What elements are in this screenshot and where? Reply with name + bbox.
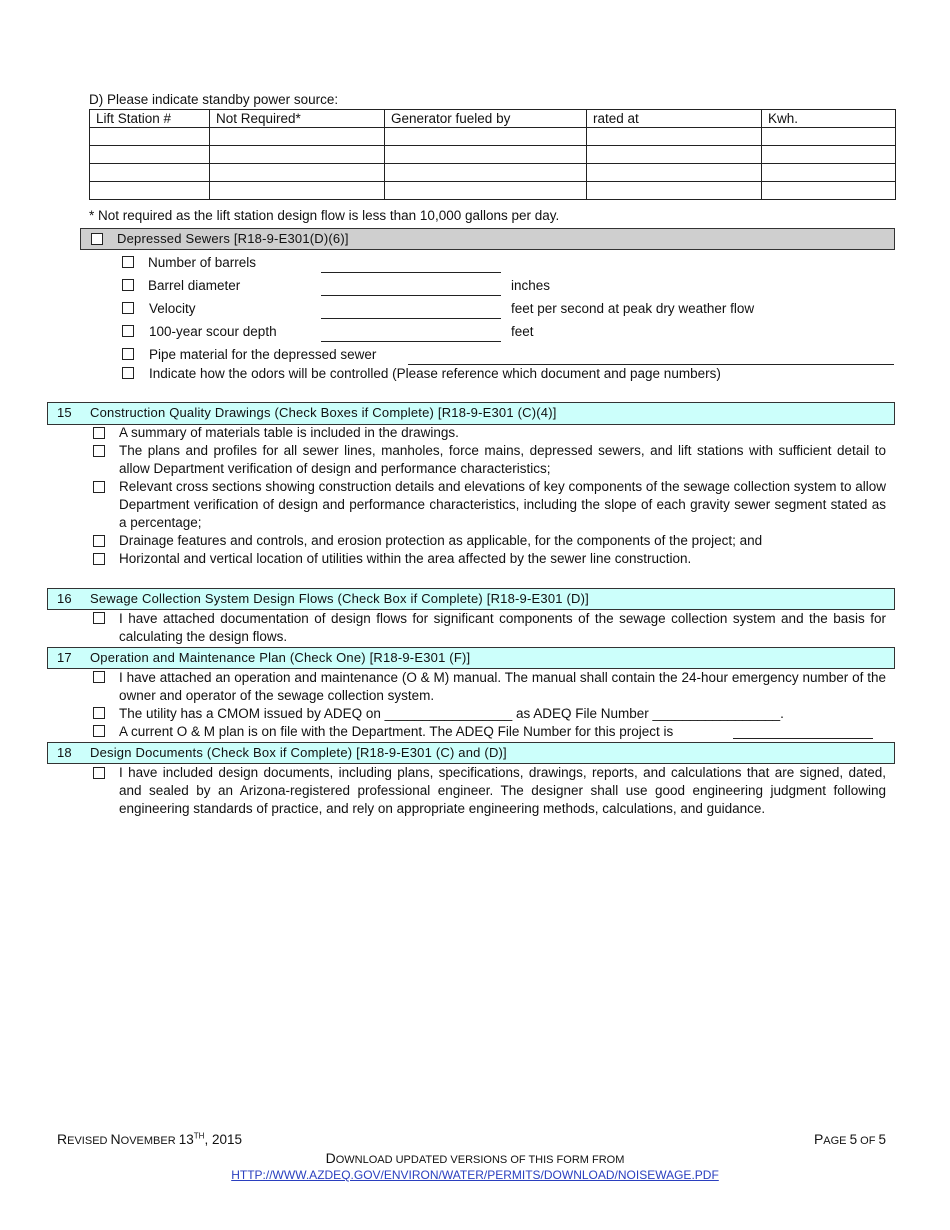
- s15-cross-sections-checkbox[interactable]: [93, 481, 105, 493]
- section-18-number: 18: [57, 745, 72, 760]
- table-header-row: [90, 110, 896, 128]
- velocity-field[interactable]: [321, 318, 501, 319]
- standby-power-table: [89, 109, 896, 200]
- depressed-sewers-title: Depressed Sewers [R18-9-E301(D)(6)]: [117, 231, 349, 246]
- pipe-material-checkbox[interactable]: [122, 348, 134, 360]
- s17-om-plan-checkbox[interactable]: [93, 725, 105, 737]
- download-link-row: [0, 1167, 950, 1182]
- col-lift-station: Lift Station #: [90, 110, 210, 128]
- section-17-title: Operation and Maintenance Plan (Check One) [R18-9-E301 (F)]: [90, 650, 471, 665]
- s18-design-docs-text: I have included design documents, including plans, specifications, drawings, reports, and calculations that are signed, dated, and sealed by an Arizona-registered professional engineer. The designer shall use good engineering judgment following engineering standards of practice, and rely on appropriate engineering methods, calculations, and guidance.: [119, 765, 886, 816]
- s17-om-plan-text: A current O & M plan is on file with the Department. The ADEQ File Number for this project is: [119, 724, 674, 739]
- pipe-material-label: Pipe material for the depressed sewer: [149, 347, 377, 362]
- s16-design-flows-text: I have attached documentation of design flows for significant components of the sewage collection system and the basis for calculating the design flows.: [119, 611, 886, 644]
- scour-depth-label: 100-year scour depth: [149, 324, 277, 339]
- number-of-barrels-label: Number of barrels: [148, 255, 257, 270]
- velocity-label: Velocity: [149, 301, 196, 316]
- s15-plans-text: The plans and profiles for all sewer lines, manholes, force mains, depressed sewers, and lift stations with sufficient detail to allow Department verification of design and performance characteristics;: [119, 443, 886, 476]
- page-number: PAGE 5 OF 5: [813, 1131, 886, 1147]
- table-row[interactable]: [90, 164, 896, 182]
- s17-om-manual-checkbox[interactable]: [93, 671, 105, 683]
- section-16-number: 16: [57, 591, 72, 606]
- s15-utilities-text: Horizontal and vertical location of utilities within the area affected by the sewer line construction.: [119, 551, 692, 566]
- section-15-title: Construction Quality Drawings (Check Boxes if Complete) [R18-9-E301 (C)(4)]: [90, 405, 557, 420]
- table-row[interactable]: [90, 128, 896, 146]
- s15-drainage-checkbox[interactable]: [93, 535, 105, 547]
- section-18-bar: [47, 742, 895, 764]
- s18-design-docs-checkbox[interactable]: [93, 767, 105, 779]
- s16-design-flows-checkbox[interactable]: [93, 612, 105, 624]
- odors-checkbox[interactable]: [122, 367, 134, 379]
- number-of-barrels-field[interactable]: [321, 272, 501, 273]
- s17-cmom-checkbox[interactable]: [93, 707, 105, 719]
- depressed-sewers-checkbox[interactable]: [91, 233, 103, 245]
- barrel-diameter-unit: inches: [511, 278, 551, 293]
- section-17-bar: [47, 647, 895, 669]
- barrel-diameter-field[interactable]: [321, 295, 501, 296]
- barrel-diameter-label: Barrel diameter: [148, 278, 241, 293]
- depressed-sewers-bar: [80, 228, 895, 250]
- col-kwh: Kwh.: [762, 110, 896, 128]
- s15-plans-checkbox[interactable]: [93, 445, 105, 457]
- section-15-bar: [47, 402, 895, 425]
- s17-cmom-text: The utility has a CMOM issued by ADEQ on _________________ as ADEQ File Number _________________.: [119, 706, 784, 721]
- velocity-unit: feet per second at peak dry weather flow: [511, 301, 755, 316]
- revised-date: REVISED NOVEMBER 13TH, 2015: [57, 1131, 242, 1147]
- download-notice: DOWNLOAD UPDATED VERSIONS OF THIS FORM FROM: [325, 1150, 625, 1166]
- col-rated-at: rated at: [587, 110, 762, 128]
- section-16-title: Sewage Collection System Design Flows (Check Box if Complete) [R18-9-E301 (D)]: [90, 591, 589, 606]
- scour-depth-unit: feet: [511, 324, 534, 339]
- table-row[interactable]: [90, 146, 896, 164]
- velocity-checkbox[interactable]: [122, 302, 134, 314]
- s15-drainage-text: Drainage features and controls, and erosion protection as applicable, for the components of the project; and: [119, 533, 763, 548]
- s17-om-manual-text: I have attached an operation and maintenance (O & M) manual. The manual shall contain the 24-hour emergency number of the owner and operator of the sewage collection system.: [119, 670, 886, 703]
- section-18-title: Design Documents (Check Box if Complete) [R18-9-E301 (C) and (D)]: [90, 745, 507, 760]
- standby-heading: D) Please indicate standby power source:: [89, 92, 339, 107]
- download-link[interactable]: HTTP://WWW.AZDEQ.GOV/ENVIRON/WATER/PERMITS/DOWNLOAD/NOISEWAGE.PDF: [231, 1168, 719, 1182]
- s15-summary-text: A summary of materials table is included in the drawings.: [119, 425, 459, 440]
- number-of-barrels-checkbox[interactable]: [122, 256, 134, 268]
- s17-file-number-field[interactable]: [733, 738, 873, 739]
- col-not-required: Not Required*: [210, 110, 385, 128]
- scour-depth-checkbox[interactable]: [122, 325, 134, 337]
- section-16-bar: [47, 588, 895, 610]
- section-17-number: 17: [57, 650, 72, 665]
- scour-depth-field[interactable]: [321, 341, 501, 342]
- s15-summary-checkbox[interactable]: [93, 427, 105, 439]
- standby-footnote: * Not required as the lift station design flow is less than 10,000 gallons per day.: [89, 208, 560, 223]
- col-generator-fuel: Generator fueled by: [385, 110, 587, 128]
- s15-cross-sections-text: Relevant cross sections showing construction details and elevations of key components of the sewage collection system to allow Department verification of design and performance characteristics, including the slope of each gravity sewer segment stated as a percentage;: [119, 479, 886, 530]
- section-15-number: 15: [57, 405, 72, 420]
- table-row[interactable]: [90, 182, 896, 200]
- odors-label: Indicate how the odors will be controlled (Please reference which document and page numbers): [149, 366, 721, 381]
- barrel-diameter-checkbox[interactable]: [122, 279, 134, 291]
- s15-utilities-checkbox[interactable]: [93, 553, 105, 565]
